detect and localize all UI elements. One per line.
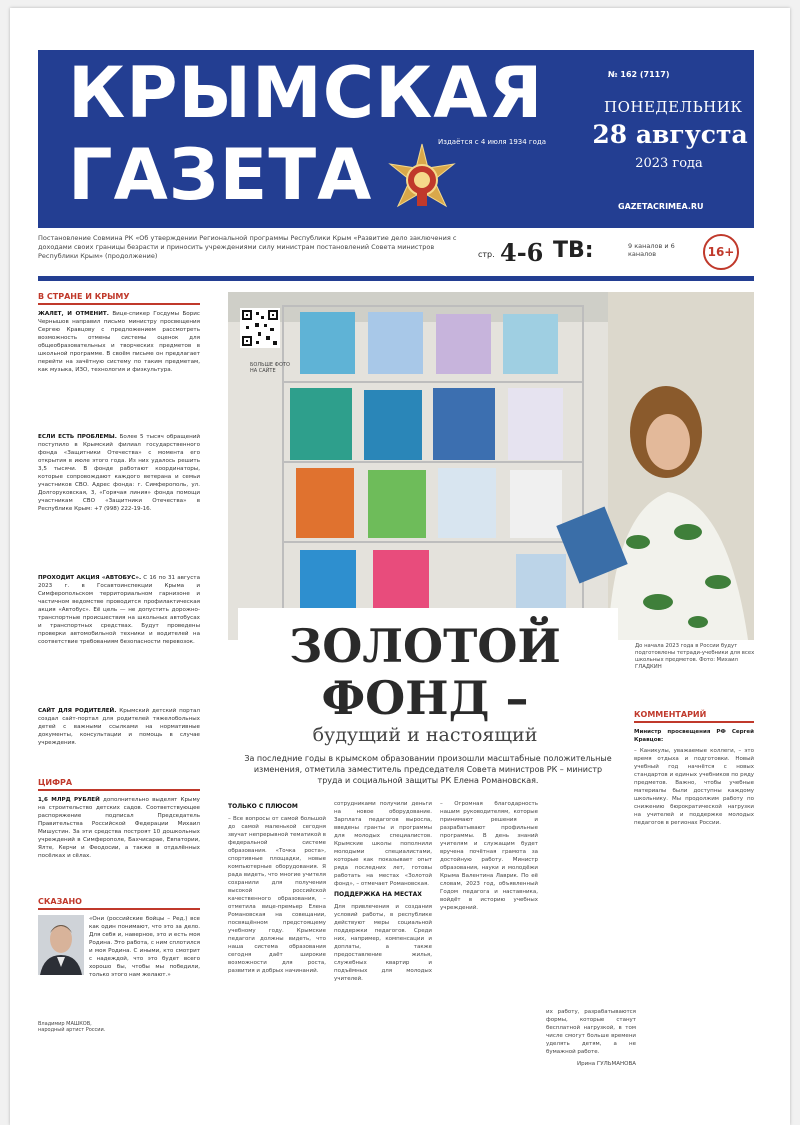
news-text: Более 5 тысяч обращений поступило в Крымский филиал государственного фонда «Защитники Отечества» с момента его открытия в июле этого года. Из них удалось решить 3,5 тысячи. В фонде работают координаторы, которые сопровождают каждого ветерана и семьи участников СВО. Адрес фонда: г. Симферополь, ул. Долгоруковская, 3, «Горячая линия» фонда помощи участникам СВО «Защитники Отечества» в Республике Крым: +7 (998) 222-19-16. — [38, 434, 200, 512]
decree-note: Постановление Совмина РК «Об утверждении Региональной программы Республики Крым «Развитие дело заключения с доходами своих границы безрасти и приносить учреждениями силу министрам постановлений Совета министров Республики Крым» (продолжение) — [38, 234, 457, 260]
newspaper-title-line2: ГАЗЕТА — [68, 134, 373, 216]
article-text: их работу, разрабатываются формы, которые станут бесплатной нагрузкой, в том числе смогут больше времени уделять детям, а не бумажной работе. — [546, 1009, 636, 1055]
tv-subtitle: 9 каналов и 6 каналов — [628, 242, 675, 258]
left-news-column — [38, 290, 200, 1033]
news-text: Вице-спикер Госдумы Борис Чернышов направил письмо министру просвещения Сергею Кравцову с предложением рассмотреть возможность отмены системы оценок для общеобразовательных и творческих предметов в школьной программе. В своём письме он предлагает перейти на зачётную систему по таким предметам, как музыка, ИЗО, технология и физкультура. — [38, 311, 200, 373]
pages-label: стр. — [478, 250, 495, 259]
figure-lead: 1,6 МЛРД РУБЛЕЙ — [38, 797, 100, 803]
news-item — [38, 433, 200, 569]
masthead — [38, 50, 754, 228]
main-photo — [228, 292, 754, 640]
article-column-3 — [440, 800, 538, 1092]
newspaper-title-line1: КРЫМСКАЯ — [68, 52, 544, 134]
headline-line1: ЗОЛОТОЙ — [289, 619, 561, 673]
news-text: С 16 по 31 августа 2023 г. в Госавтоинспекции Крыма и Симферопольском территориальном гарнизоне и частичном ведомстве проводится профилактическая акция «Автобус». Её цель — не допустить дорожно-транспортные происшествия на школьных автобусах и транспортных средствах. Будут проведены проверки автомобильной техники и водителей на соответствие требованиям безопасности перевозок. — [38, 575, 200, 645]
article-subheading: ТОЛЬКО С ПЛЮСОМ — [228, 803, 298, 810]
news-item — [38, 310, 200, 428]
article-text: Для привлечения и создания условий работы, в республике действуют меры социальной поддержки педагогов. Среди них, например, компенсации и доплаты, а также предоставление жилья, служебных квартир и подъёмных для молодых учителей. — [334, 904, 432, 982]
subheadline: будущий и настоящий — [312, 724, 538, 746]
section-heading-figure: ЦИФРА — [38, 778, 200, 791]
news-lead: ПРОХОДИТ АКЦИЯ «АВТОБУС». — [38, 575, 142, 581]
issue-number: № 162 (7117) — [608, 70, 670, 79]
article-column-2 — [334, 800, 432, 1092]
news-item — [38, 707, 200, 773]
qr-code-icon[interactable] — [240, 308, 280, 348]
age-rating-badge: 16+ — [703, 234, 739, 270]
headline — [240, 620, 610, 724]
pages-range: 4-6 — [500, 238, 544, 267]
article-text: – Огромная благодарность нашим руководителям, которые принимают решения и разрабатывают профильные программы. В день знаний учителям и служащим будет вручена почётная грамота за достойную работу. Министр образования, науки и молодёжи Крыма Валентина Лаврик. По её словам, 2023 год, объявленный Годом педагога и наставника, войдёт в историю учебных учреждений. — [440, 801, 538, 911]
comment-column — [634, 708, 754, 947]
quote-block — [38, 915, 200, 1015]
photo-caption: До начала 2023 года в России будут подготовлены тетради-учебники для всех школьных предметов. Фото: Михаил ГЛАДКИН — [635, 643, 755, 670]
article-author: Ирина ГУЛЬМАНОВА — [576, 1061, 636, 1067]
header-strip — [38, 230, 754, 280]
quote-author-role: народный артист России. — [38, 1027, 106, 1033]
news-text: Крымский детский портал создал сайт-портал для родителей тяжелобольных детей с важными ссылками на нормативные документы, консультации и помощь в случае учреждения. — [38, 708, 200, 746]
section-heading-country: В СТРАНЕ И КРЫМУ — [38, 292, 200, 305]
textbook-rack-photo — [228, 292, 754, 640]
comment-author: Министр просвещения РФ Сергей Кравцов: — [634, 729, 754, 743]
article-subheading: ПОДДЕРЖКА НА МЕСТАХ — [334, 891, 422, 898]
figure-text: дополнительно выделят Крыму на строительство детских садов. Соответствующее распоряжение подписал Председатель Правительства Российской Федерации Михаил Мишустин. За эти средства построят 10 дошкольных учреждений в Симферополе, Бахчисарае, Евпатории, Ялте, Керчи и Феодосии, а также в отдалённых посёлках и сёлах. — [38, 797, 200, 859]
issue-year: 2023 года — [635, 156, 703, 171]
weekday: ПОНЕДЕЛЬНИК — [604, 98, 743, 116]
article-text: сотрудниками получили деньги на новое оборудование. Зарплата педагогов выросла, введены гранты и программы для молодых специалистов. Крымские школы пополнили молодыми специалистами, которые как показывает опыт ряда последних лет, готовы работать на местах «Золотой фонд», – отмечает Романовская. — [334, 801, 432, 887]
figure-item — [38, 796, 200, 892]
news-lead: САЙТ ДЛЯ РОДИТЕЛЕЙ. — [38, 708, 117, 714]
article-text: – Все вопросы от самой большой до самой маленькой сегодня звучат непрерывной тематикой в федеральной системе образования. «Точка роста», спортивные площадки, новые компьютерные оборудования. Я рада видеть, что многие учителя сохранили для получения высокой российской качественного образования, – отметила вице-премьер Елена Романовская на совещании, посвящённом предстоящему учебному году. Крымские педагоги должны видеть, что наша система образования сегодня даёт широкие возможности для роста, развития и добрых начинаний. — [228, 816, 326, 974]
order-badge-icon — [386, 142, 458, 214]
quote-author: Владимир МАШКОВ, — [38, 1021, 92, 1027]
website: GAZETACRIMEA.RU — [618, 202, 704, 211]
section-heading-comment: КОММЕНТАРИЙ — [634, 710, 754, 723]
issue-date: 28 августа — [592, 120, 748, 149]
article-lead: За последние годы в крымском образовании произошли масштабные положительные изменения, отметила заместитель председателя Совета министров РК – министр труда и социальной защиты РК Елена Романовская. — [244, 754, 612, 785]
section-heading-said: СКАЗАНО — [38, 897, 200, 910]
published-since: Издаётся с 4 июля 1934 года — [438, 138, 546, 146]
news-lead: ЕСЛИ ЕСТЬ ПРОБЛЕМЫ. — [38, 434, 117, 440]
qr-caption: БОЛЬШЕ ФОТО НА САЙТЕ — [250, 362, 290, 374]
article-column-4 — [546, 1008, 636, 1094]
header-rule — [38, 276, 754, 281]
article-column-1 — [228, 800, 326, 1092]
tv-label: ТВ: — [553, 238, 594, 263]
headline-line2: ФОНД – — [321, 671, 529, 725]
news-lead: ЖАЛЕТ, И ОТМЕНИТ. — [38, 311, 109, 317]
portrait-image — [38, 915, 84, 975]
news-item — [38, 574, 200, 702]
newspaper-page — [10, 8, 790, 1125]
comment-text: – Каникулы, уважаемые коллеги, – это время отдыха и подготовки. Новый учебный год начнётся с новых стандартов и единых учебников по ряду предметов. Важно, чтобы учебные материалы были доступны каждому школьнику. Мы продолжим работу по снижению бюрократической нагрузки на учителей и поддержке молодых педагогов в регионах России. — [634, 748, 754, 826]
quote-text: «Они (российские бойцы – Ред.) все как один понимают, что это за дело. Для себя и, наверное, это и есть моя Родина. Это работа, с ним сплотился и моя Родина. С иными, кто смотрит с надеждой, что это будет всего хорошо бы, чтобы мы победили, только этого нам желают.» — [89, 916, 200, 978]
